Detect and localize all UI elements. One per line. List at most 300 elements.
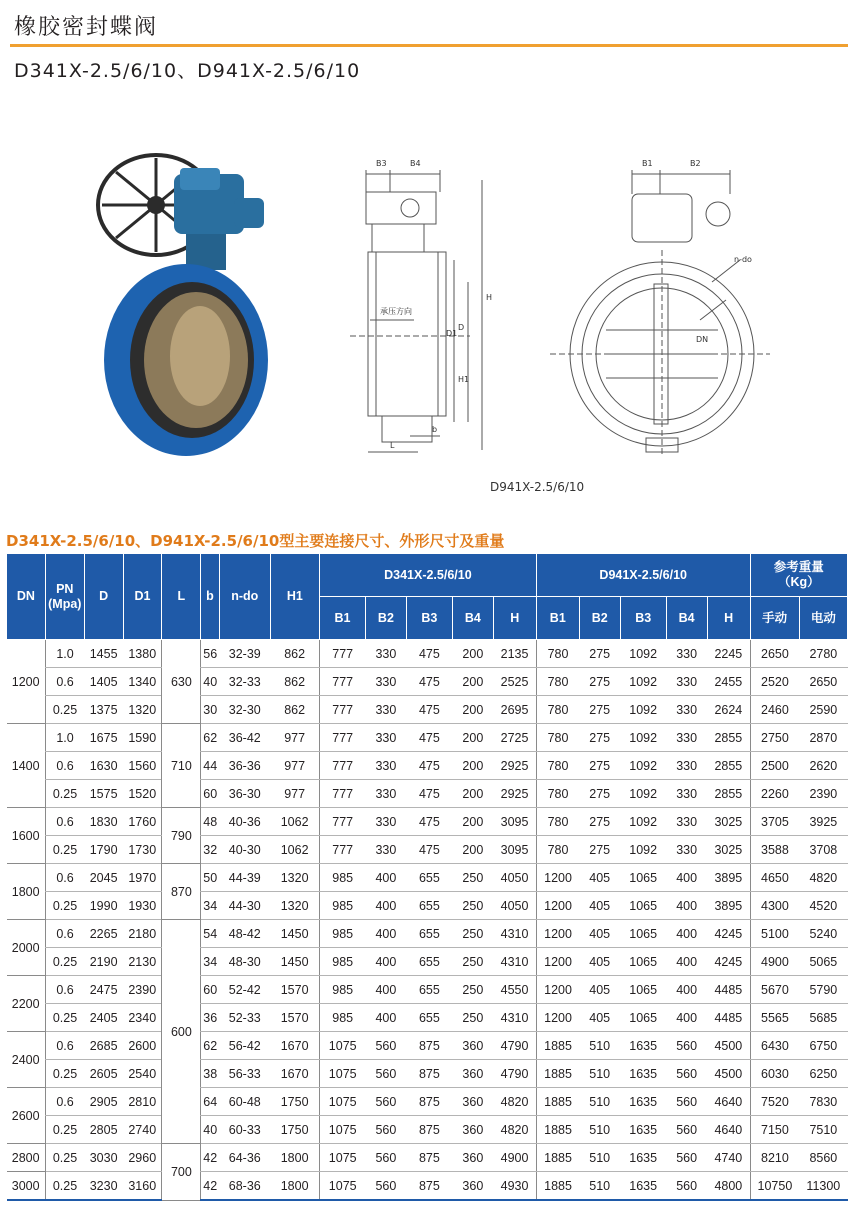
table-cell: 1675 [84,724,123,752]
table-cell: 330 [365,696,406,724]
header-pn: PN (Mpa) [45,554,84,640]
table-cell: 1062 [270,836,319,864]
table-cell: 2135 [493,640,536,668]
table-cell: 200 [452,640,493,668]
table-cell: 4650 [750,864,799,892]
table-cell: 1750 [270,1088,319,1116]
table-cell: 2855 [707,780,750,808]
table-cell: 3705 [750,808,799,836]
label-ndo: n-do [734,255,752,264]
table-cell: 1200 [536,1004,579,1032]
table-cell: 48 [201,808,219,836]
table-cell: 0.25 [45,1116,84,1144]
table-cell: 777 [319,640,365,668]
table-cell: 0.6 [45,864,84,892]
table-cell: 1092 [620,696,666,724]
table-cell: 1830 [84,808,123,836]
table-cell: 2200 [7,976,46,1032]
table-row [7,948,848,976]
header-group-d341x: D341X-2.5/6/10 [319,554,536,597]
table-cell: 330 [365,640,406,668]
table-cell: 777 [319,836,365,864]
table-cell: 875 [406,1060,452,1088]
table-row [7,892,848,920]
header-sub: 手动 [750,597,799,640]
table-cell: 400 [365,920,406,948]
table-cell: 64-36 [219,1144,270,1172]
table-cell: 1635 [620,1088,666,1116]
table-cell: 780 [536,668,579,696]
table-cell: 510 [579,1172,620,1201]
table-cell: 2245 [707,640,750,668]
table-cell: 4310 [493,920,536,948]
header-d1: D1 [123,554,162,640]
table-cell: 875 [406,1116,452,1144]
table-cell: 52-33 [219,1004,270,1032]
table-cell: 275 [579,780,620,808]
table-cell: 1200 [536,976,579,1004]
label-b4: B4 [410,159,421,168]
table-cell: 250 [452,948,493,976]
table-cell: 1065 [620,920,666,948]
table-cell: 710 [162,724,201,808]
table-cell: 1092 [620,836,666,864]
table-cell: 560 [666,1060,707,1088]
table-cell: 360 [452,1116,493,1144]
table-cell: 0.6 [45,752,84,780]
label-b2: B2 [690,159,701,168]
table-cell: 400 [365,1004,406,1032]
table-cell: 4310 [493,948,536,976]
table-cell: 2780 [799,640,847,668]
table-cell: 4050 [493,864,536,892]
table-cell: 2695 [493,696,536,724]
label-d1: D1 [446,329,458,338]
table-cell: 2650 [799,668,847,696]
table-cell: 1.0 [45,640,84,668]
table-cell: 405 [579,920,620,948]
label-h: H [486,293,493,302]
table-cell: 2340 [123,1004,162,1032]
table-cell: 1380 [123,640,162,668]
table-cell: 275 [579,836,620,864]
table-cell: 250 [452,892,493,920]
table-cell: 875 [406,1144,452,1172]
table-cell: 330 [666,724,707,752]
table-cell: 510 [579,1060,620,1088]
table-cell: 6750 [799,1032,847,1060]
table-cell: 985 [319,1004,365,1032]
table-cell: 3025 [707,836,750,864]
table-cell: 977 [270,752,319,780]
table-row [7,724,848,752]
table-cell: 54 [201,920,219,948]
table-cell: 60-48 [219,1088,270,1116]
table-cell: 1885 [536,1060,579,1088]
table-cell: 0.6 [45,668,84,696]
header-sub: H [493,597,536,640]
table-cell: 3708 [799,836,847,864]
table-cell: 510 [579,1116,620,1144]
table-cell: 0.6 [45,976,84,1004]
table-cell: 36 [201,1004,219,1032]
header-ndo: n-do [219,554,270,640]
table-cell: 1800 [270,1172,319,1201]
table-cell: 2805 [84,1116,123,1144]
table-cell: 1320 [123,696,162,724]
header-sub: B4 [666,597,707,640]
table-cell: 3230 [84,1172,123,1201]
table-cell: 250 [452,976,493,1004]
table-cell: 5790 [799,976,847,1004]
table-cell: 4485 [707,976,750,1004]
table-cell: 360 [452,1144,493,1172]
table-cell: 4310 [493,1004,536,1032]
table-cell: 330 [666,752,707,780]
table-cell: 2180 [123,920,162,948]
table-cell: 2685 [84,1032,123,1060]
table-row [7,1116,848,1144]
table-cell: 1560 [123,752,162,780]
table-cell: 560 [365,1032,406,1060]
header-sub: B2 [365,597,406,640]
table-cell: 4900 [750,948,799,976]
table-cell: 1065 [620,976,666,1004]
table-cell: 875 [406,1032,452,1060]
table-cell: 1885 [536,1144,579,1172]
table-cell: 60 [201,780,219,808]
table-cell: 1092 [620,724,666,752]
table-cell: 330 [666,780,707,808]
table-cell: 0.25 [45,1060,84,1088]
header-sub: B1 [536,597,579,640]
table-cell: 1635 [620,1032,666,1060]
table-row [7,780,848,808]
table-cell: 2265 [84,920,123,948]
table-cell: 34 [201,892,219,920]
table-cell: 560 [666,1172,707,1201]
front-view-drawing [550,150,770,460]
table-cell: 40 [201,1116,219,1144]
table-row [7,752,848,780]
table-cell: 330 [666,696,707,724]
table-cell: 275 [579,640,620,668]
table-cell: 250 [452,1004,493,1032]
table-cell: 1600 [7,808,46,864]
table-cell: 0.25 [45,1144,84,1172]
table-cell: 1340 [123,668,162,696]
table-cell: 780 [536,808,579,836]
table-cell: 1630 [84,752,123,780]
table-cell: 0.25 [45,948,84,976]
table-cell: 977 [270,724,319,752]
table-cell: 1885 [536,1116,579,1144]
table-cell: 1.0 [45,724,84,752]
table-cell: 330 [666,836,707,864]
table-cell: 780 [536,780,579,808]
header-sub: B3 [620,597,666,640]
table-cell: 1930 [123,892,162,920]
table-cell: 1200 [536,948,579,976]
table-cell: 1200 [536,864,579,892]
table-cell: 1075 [319,1032,365,1060]
table-cell: 1200 [7,640,46,724]
table-cell: 2525 [493,668,536,696]
table-cell: 985 [319,920,365,948]
table-cell: 560 [365,1088,406,1116]
table-cell: 862 [270,696,319,724]
table-cell: 1800 [270,1144,319,1172]
table-cell: 40-36 [219,808,270,836]
dimensions-table [6,553,848,1201]
table-cell: 5685 [799,1004,847,1032]
label-l: L [390,441,395,450]
valve-body-icon [104,264,268,456]
table-row [7,920,848,948]
header-sub: H [707,597,750,640]
label-flow-direction: 承压方向 [380,307,412,316]
table-cell: 0.25 [45,892,84,920]
header-dn: DN [7,554,46,640]
table-cell: 2540 [123,1060,162,1088]
label-dn: DN [696,335,709,344]
table-cell: 275 [579,696,620,724]
page-title: 橡胶密封蝶阀 [14,15,159,40]
table-cell: 655 [406,864,452,892]
table-cell: 3588 [750,836,799,864]
table-cell: 6030 [750,1060,799,1088]
table-cell: 1990 [84,892,123,920]
table-cell: 1065 [620,892,666,920]
table-row [7,696,848,724]
table-cell: 330 [365,724,406,752]
table-cell: 2045 [84,864,123,892]
table-cell: 7520 [750,1088,799,1116]
model-subtitle: D341X-2.5/6/10、D941X-2.5/6/10 [14,60,361,82]
table-cell: 0.6 [45,808,84,836]
table-cell: 42 [201,1144,219,1172]
table-cell: 2725 [493,724,536,752]
table-cell: 4050 [493,892,536,920]
table-cell: 2500 [750,752,799,780]
table-cell: 0.6 [45,1032,84,1060]
table-cell: 200 [452,668,493,696]
table-cell: 56 [201,640,219,668]
table-cell: 44 [201,752,219,780]
table-cell: 862 [270,668,319,696]
table-cell: 1062 [270,808,319,836]
table-cell: 2605 [84,1060,123,1088]
table-cell: 4640 [707,1116,750,1144]
table-cell: 655 [406,920,452,948]
table-cell: 1670 [270,1032,319,1060]
table-cell: 1375 [84,696,123,724]
table-cell: 5565 [750,1004,799,1032]
table-cell: 62 [201,724,219,752]
table-cell: 360 [452,1060,493,1088]
table-cell: 32-39 [219,640,270,668]
table-cell: 780 [536,640,579,668]
table-cell: 330 [365,808,406,836]
table-cell: 875 [406,1172,452,1201]
table-cell: 1200 [536,892,579,920]
table-cell: 655 [406,976,452,1004]
table-cell: 10750 [750,1172,799,1201]
table-cell: 405 [579,1004,620,1032]
table-cell: 3895 [707,864,750,892]
header-b: b [201,554,219,640]
table-cell: 0.6 [45,920,84,948]
table-cell: 1730 [123,836,162,864]
label-b1: B1 [642,159,653,168]
header-sub: B4 [452,597,493,640]
table-cell: 250 [452,920,493,948]
table-cell: 48-30 [219,948,270,976]
table-cell: 560 [365,1116,406,1144]
table-cell: 360 [452,1032,493,1060]
table-cell: 1885 [536,1032,579,1060]
table-cell: 2520 [750,668,799,696]
table-cell: 2000 [7,920,46,976]
table-cell: 2750 [750,724,799,752]
table-cell: 8210 [750,1144,799,1172]
table-cell: 3160 [123,1172,162,1201]
table-cell: 780 [536,724,579,752]
table-cell: 1790 [84,836,123,864]
table-cell: 2620 [799,752,847,780]
header-sub: B2 [579,597,620,640]
table-cell: 200 [452,780,493,808]
table-cell: 400 [666,948,707,976]
table-cell: 2390 [799,780,847,808]
table-cell: 2650 [750,640,799,668]
table-cell: 1320 [270,864,319,892]
table-cell: 560 [666,1116,707,1144]
table-cell: 3095 [493,808,536,836]
table-cell: 1450 [270,920,319,948]
table-cell: 0.25 [45,696,84,724]
table-cell: 985 [319,892,365,920]
table-cell: 400 [365,892,406,920]
table-cell: 475 [406,696,452,724]
table-cell: 2460 [750,696,799,724]
table-cell: 1450 [270,948,319,976]
table-cell: 400 [666,1004,707,1032]
table-cell: 4500 [707,1060,750,1088]
table-row [7,836,848,864]
table-cell: 2600 [7,1088,46,1144]
table-cell: 11300 [799,1172,847,1201]
table-cell: 60 [201,976,219,1004]
table-cell: 400 [666,976,707,1004]
table-cell: 32-30 [219,696,270,724]
table-cell: 400 [666,892,707,920]
table-cell: 777 [319,780,365,808]
table-cell: 1635 [620,1144,666,1172]
table-cell: 1075 [319,1088,365,1116]
table-cell: 2810 [123,1088,162,1116]
table-cell: 36-42 [219,724,270,752]
table-cell: 0.6 [45,1088,84,1116]
table-cell: 875 [406,1088,452,1116]
table-cell: 475 [406,836,452,864]
header-sub: 电动 [799,597,847,640]
table-cell: 4820 [799,864,847,892]
table-cell: 1400 [7,724,46,808]
table-cell: 475 [406,668,452,696]
table-cell: 1570 [270,1004,319,1032]
table-cell: 5240 [799,920,847,948]
table-cell: 1092 [620,668,666,696]
table-cell: 510 [579,1144,620,1172]
header-sub: B3 [406,597,452,640]
table-cell: 985 [319,948,365,976]
table-cell: 1092 [620,640,666,668]
table-cell: 4245 [707,948,750,976]
table-cell: 400 [365,948,406,976]
table-body [7,640,848,1201]
table-cell: 2870 [799,724,847,752]
table-cell: 32-33 [219,668,270,696]
table-cell: 275 [579,752,620,780]
table-cell: 2624 [707,696,750,724]
table-cell: 405 [579,864,620,892]
table-cell: 655 [406,948,452,976]
header-d: D [84,554,123,640]
table-cell: 1065 [620,864,666,892]
table-cell: 1075 [319,1060,365,1088]
table-cell: 36-30 [219,780,270,808]
table-cell: 4740 [707,1144,750,1172]
table-cell: 777 [319,808,365,836]
table-cell: 4500 [707,1032,750,1060]
table-cell: 200 [452,752,493,780]
table-cell: 4245 [707,920,750,948]
table-heading: D341X-2.5/6/10、D941X-2.5/6/10型主要连接尺寸、外形尺寸及重量 [6,532,505,550]
table-row [7,1172,848,1201]
table-cell: 600 [162,920,201,1144]
table-cell: 32 [201,836,219,864]
table-cell: 3925 [799,808,847,836]
table-cell: 7150 [750,1116,799,1144]
table-cell: 475 [406,752,452,780]
table-cell: 4485 [707,1004,750,1032]
table-cell: 400 [365,976,406,1004]
table-row [7,640,848,668]
table-cell: 2925 [493,752,536,780]
table-cell: 1455 [84,640,123,668]
table-cell: 2800 [7,1144,46,1172]
table-cell: 4820 [493,1088,536,1116]
table-cell: 360 [452,1172,493,1201]
table-cell: 1670 [270,1060,319,1088]
table-cell: 56-42 [219,1032,270,1060]
table-cell: 1635 [620,1116,666,1144]
table-cell: 400 [365,864,406,892]
table-cell: 560 [666,1144,707,1172]
table-cell: 62 [201,1032,219,1060]
table-cell: 870 [162,864,201,920]
table-cell: 0.25 [45,1004,84,1032]
table-cell: 30 [201,696,219,724]
table-cell: 560 [666,1032,707,1060]
table-cell: 3025 [707,808,750,836]
table-row [7,668,848,696]
label-b: b [432,425,438,434]
table-cell: 405 [579,948,620,976]
table-cell: 1320 [270,892,319,920]
table-cell: 360 [452,1088,493,1116]
